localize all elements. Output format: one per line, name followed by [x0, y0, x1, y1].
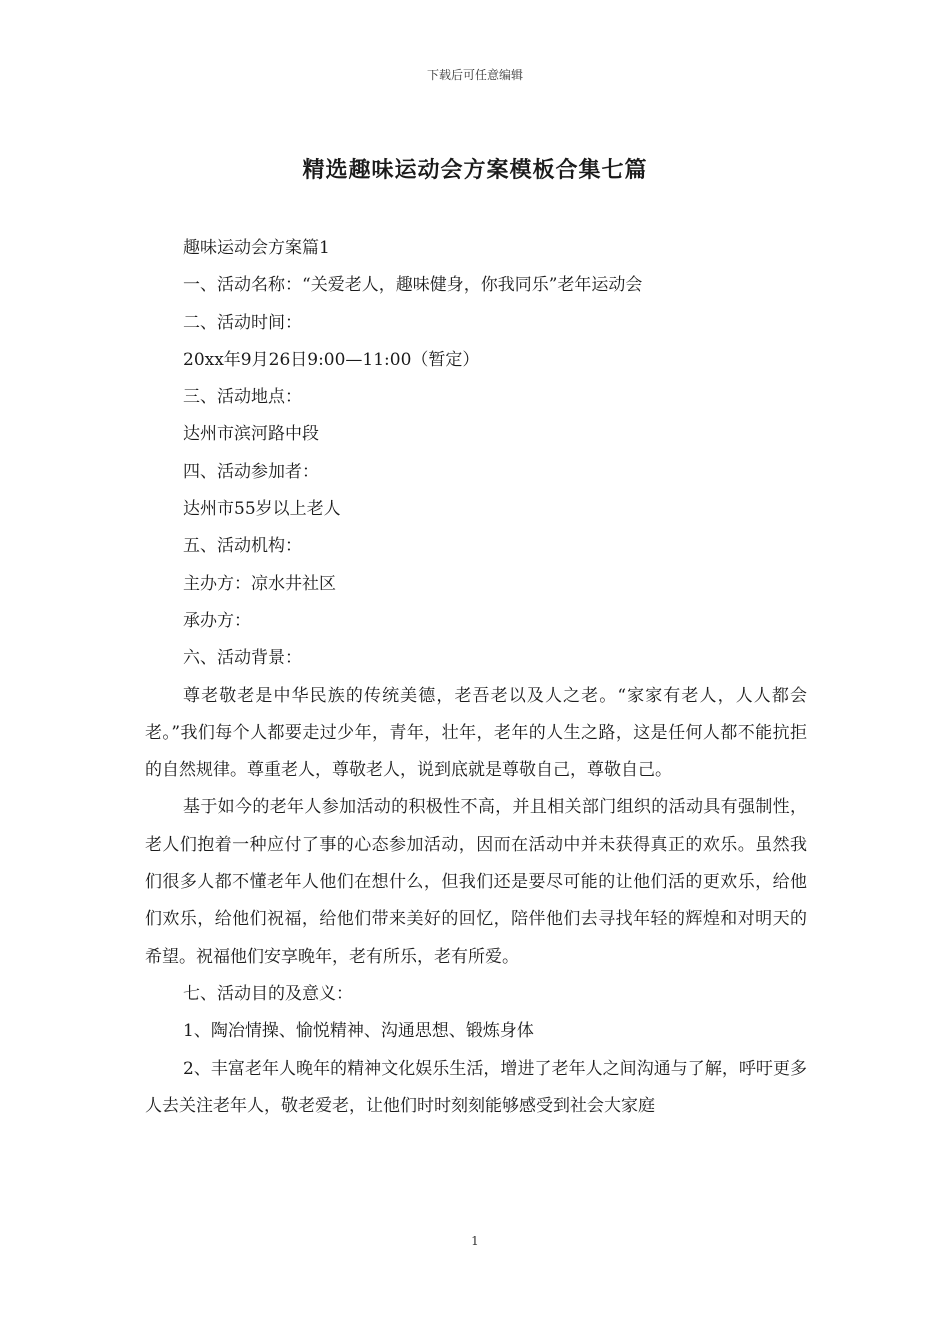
purpose-heading: 七、活动目的及意义：: [183, 983, 353, 1004]
document-title: 精选趣味运动会方案模板合集七篇: [302, 157, 648, 183]
organization-heading: 五、活动机构：: [183, 536, 302, 557]
page-number: 1: [471, 1234, 479, 1248]
background-paragraph-1: 尊老敬老是中华民族的传统美德，老吾老以及人之老。“家家有老人，人人都会老。”我们每个人都要走过少年，青年，壮年，老年的人生之路，这是任何人都不能抗拒的自然规律。尊重老人，尊敬老人，说到底就是尊敬自己，尊敬自己。: [145, 685, 807, 781]
background-paragraph-2: 基于如今的老年人参加活动的积极性不高，并且相关部门组织的活动具有强制性，老人们抱着一种应付了事的心态参加活动，因而在活动中并未获得真正的欢乐。虽然我们很多人都不懂老年人他们在想什么，但我们还是要尽可能的让他们活的更欢乐，给他们欢乐，给他们祝福，给他们带来美好的回忆，陪伴他们去寻找年轻的辉煌和对明天的希望。祝福他们安享晚年，老有所乐，老有所爱。: [145, 797, 807, 967]
purpose-item-1: 1、陶冶情操、愉悦精神、沟通思想、锻炼身体: [183, 1021, 534, 1042]
document-body: [145, 230, 807, 1125]
activity-name-line: 一、活动名称：“关爱老人，趣味健身，你我同乐”老年运动会: [183, 275, 643, 296]
activity-location-value: 达州市滨河路中段: [183, 424, 319, 445]
activity-location-heading: 三、活动地点：: [183, 387, 302, 408]
organizer-line: 主办方：凉水井社区: [183, 573, 336, 594]
activity-time-value: 20xx年9月26日9:00—11:00（暂定）: [183, 349, 480, 370]
participants-value: 达州市55岁以上老人: [183, 499, 341, 520]
co-organizer-line: 承办方：: [183, 610, 251, 631]
section-heading: 趣味运动会方案篇1: [183, 238, 330, 258]
purpose-item-2: 2、丰富老年人晚年的精神文化娱乐生活，增进了老年人之间沟通与了解，呼吁更多人去关注老年人，敬老爱老，让他们时时刻刻能够感受到社会大家庭: [145, 1058, 807, 1116]
participants-heading: 四、活动参加者：: [183, 461, 319, 482]
background-heading: 六、活动背景：: [183, 648, 302, 669]
header-note: 下载后可任意编辑: [426, 68, 523, 82]
activity-time-heading: 二、活动时间：: [183, 312, 302, 333]
